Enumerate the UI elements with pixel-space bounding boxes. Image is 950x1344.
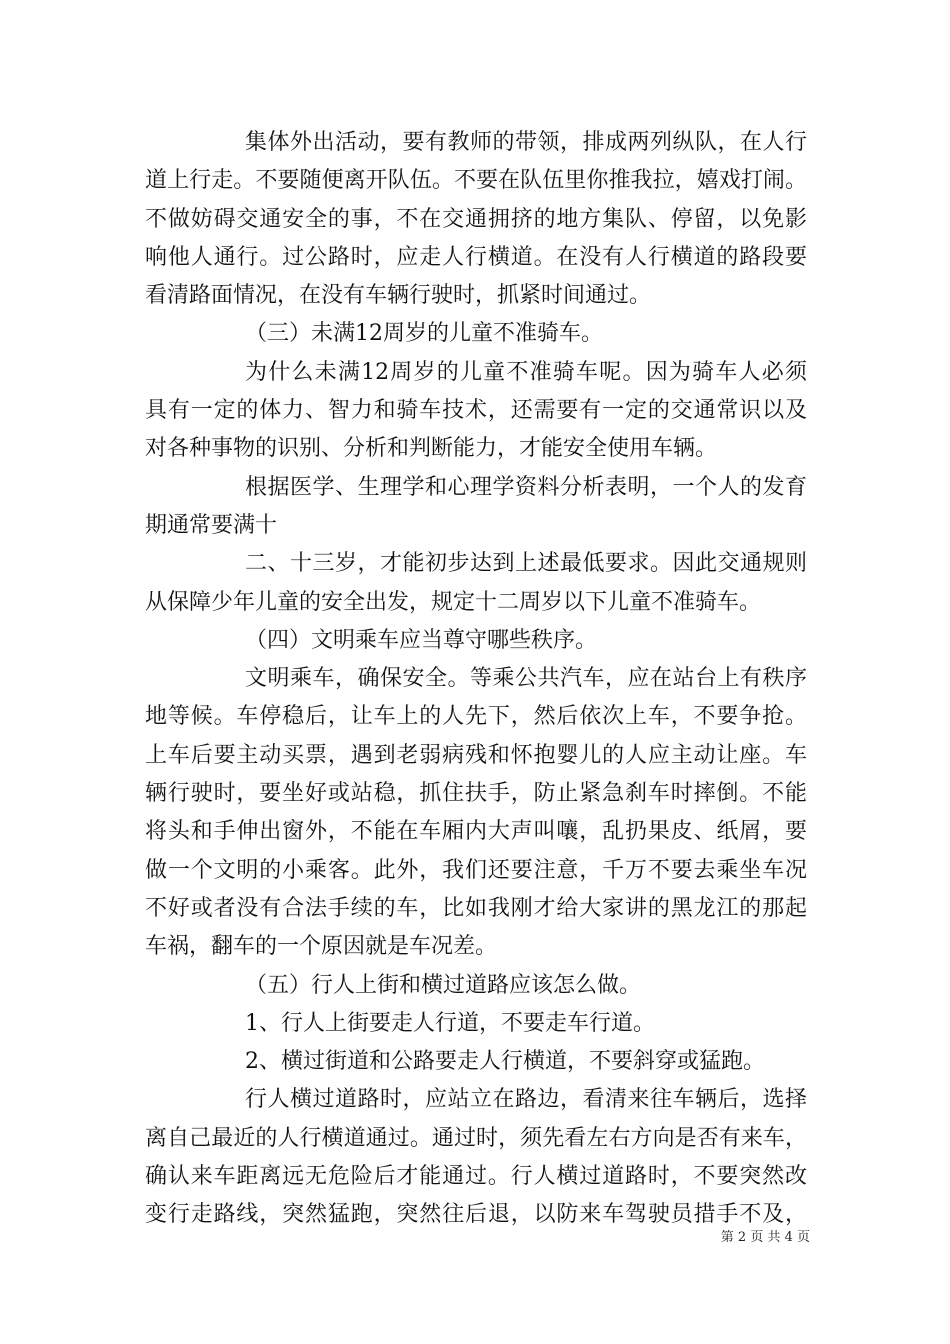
text-line: 2、横过街道和公路要走人行横道，不要斜穿或猛跑。 bbox=[245, 1049, 765, 1075]
text-line: 看清路面情况，在没有车辆行驶时，抓紧时间通过。 bbox=[145, 283, 652, 309]
text-line: 上车后要主动买票，遇到老弱病残和怀抱婴儿的人应主动让座。车 bbox=[145, 742, 807, 768]
document-body bbox=[145, 124, 807, 1235]
text-line: 为什么未满12周岁的儿童不准骑车呢。因为骑车人必须 bbox=[245, 359, 807, 385]
text-line: 1、行人上街要走人行道，不要走车行道。 bbox=[245, 1010, 655, 1036]
text-line: 对各种事物的识别、分析和判断能力，才能安全使用车辆。 bbox=[145, 436, 718, 462]
text-line: 不做妨碍交通安全的事，不在交通拥挤的地方集队、停留，以免影 bbox=[145, 206, 807, 232]
text-line: 离自己最近的人行横道通过。通过时，须先看左右方向是否有来车， bbox=[145, 1125, 807, 1151]
text-line: 根据医学、生理学和心理学资料分析表明，一个人的发育 bbox=[245, 474, 807, 500]
text-line: 将头和手伸出窗外，不能在车厢内大声叫嚷，乱扔果皮、纸屑，要 bbox=[145, 819, 807, 845]
text-line: 做一个文明的小乘客。此外，我们还要注意，千万不要去乘坐车况 bbox=[145, 857, 807, 883]
text-line: 车祸，翻车的一个原因就是车况差。 bbox=[145, 934, 498, 960]
text-line: 地等候。车停稳后，让车上的人先下，然后依次上车，不要争抢。 bbox=[145, 704, 807, 730]
text-line: 响他人通行。过公路时，应走人行横道。在没有人行横道的路段要 bbox=[145, 244, 807, 270]
text-line: 道上行走。不要随便离开队伍。不要在队伍里你推我拉，嬉戏打闹。 bbox=[145, 168, 807, 194]
text-line: 不好或者没有合法手续的车，比如我刚才给大家讲的黑龙江的那起 bbox=[145, 895, 807, 921]
text-line: （四）文明乘车应当尊守哪些秩序。 bbox=[245, 627, 598, 653]
text-line: 辆行驶时，要坐好或站稳，抓住扶手，防止紧急刹车时摔倒。不能 bbox=[145, 781, 807, 807]
text-line: 具有一定的体力、智力和骑车技术，还需要有一定的交通常识以及 bbox=[145, 398, 807, 424]
text-line: 变行走路线，突然猛跑，突然往后退，以防来车驾驶员措手不及， bbox=[145, 1202, 807, 1228]
text-line: 集体外出活动，要有教师的带领，排成两列纵队，在人行 bbox=[245, 130, 807, 155]
page-number: 第 2 页 共 4 页 bbox=[720, 1230, 810, 1245]
text-line: （五）行人上街和横过道路应该怎么做。 bbox=[245, 972, 642, 998]
text-line: 确认来车距离远无危险后才能通过。行人横过道路时，不要突然改 bbox=[145, 1164, 807, 1190]
text-line: 从保障少年儿童的安全出发，规定十二周岁以下儿童不准骑车。 bbox=[145, 589, 762, 615]
text-line: 文明乘车，确保安全。等乘公共汽车，应在站台上有秩序 bbox=[245, 666, 807, 692]
text-line: （三）未满12周岁的儿童不准骑车。 bbox=[245, 321, 603, 347]
text-line: 二、十三岁，才能初步达到上述最低要求。因此交通规则 bbox=[245, 551, 807, 577]
text-line: 期通常要满十 bbox=[145, 512, 278, 538]
text-line: 行人横过道路时，应站立在路边，看清来往车辆后，选择 bbox=[245, 1087, 807, 1113]
